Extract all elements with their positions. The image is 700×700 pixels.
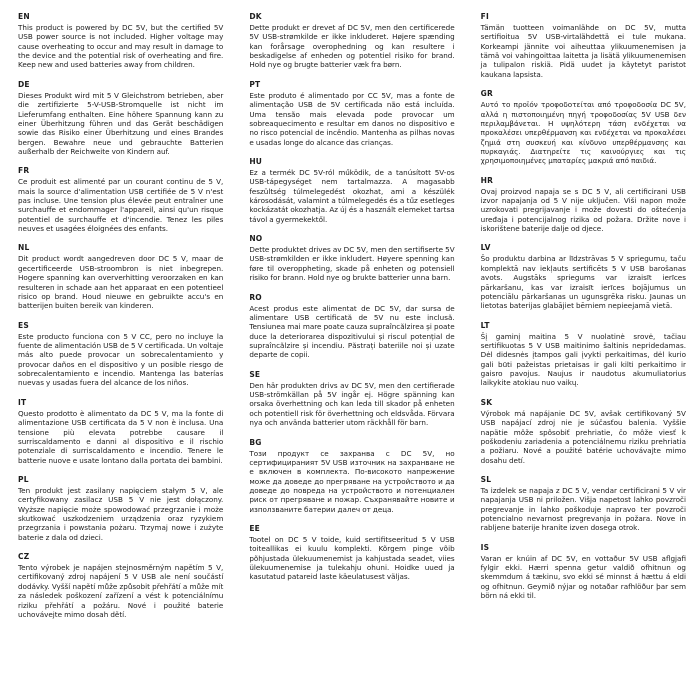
- language-text: Este produto é alimentado por CC 5V, mas a fonte de alimentação USB de 5V certificada não está incluída. Uma tensão mais elevada pode provocar um sobreaquecimento e resultar em danos no dispositivo e no risco potencial de incêndio. Mantenha as pilhas novas e usadas longe do alcance das crianças.: [249, 90, 455, 147]
- language-text: Ez a termék DC 5V-ról működik, de a tanúsított 5V-os USB-tápegységet nem tartalmazza. A magasabb feszültség túlmelegedést okozhat, ami a készülék károsodását, valamint a túlmelegedés és a tűz esetleges kockázatát okozhatja. Az új és a használt elemeket tartsa távol a gyermekektől.: [249, 167, 455, 224]
- language-code: PT: [249, 79, 261, 89]
- language-code: IT: [18, 397, 27, 407]
- language-code: ES: [18, 320, 29, 330]
- language-code: SL: [480, 474, 492, 484]
- language-block-no: [249, 234, 454, 282]
- language-text: Šo produktu darbina ar līdzstrāvas 5 V spriegumu, taču komplektā nav iekļauts sertificēts 5 V USB barošanas avots. Augstāks spriegums var izraisīt ierīces pārkaršanu, kas var izraisīt ierīces bojājumus un potenciālu pārkaršanas un ugunsgrēka risku. Jaunas un lietotas baterijas glabājiet bērniem nepieejamā vietā.: [480, 254, 686, 311]
- language-code: GR: [480, 89, 493, 99]
- language-text: Tootel on DC 5 V toide, kuid sertifitseeritud 5 V USB toiteallikas ei kuulu komplekti. Kõrgem pinge võib põhjustada ülekuumenemist ja kahjustada seadet, viies ülekuumenemise ja tulekahju ohuni. Hoidke uued ja kasutatud patareid laste käeulatusest väljas.: [249, 535, 455, 582]
- language-text: Αυτό το προϊόν τροφοδοτείται από τροφοδοσία DC 5V, αλλά η πιστοποιημένη πηγή τροφοδοσίας 5V USB δεν περιλαμβάνεται. Η υψηλότερη τάση ενδέχεται να προκαλέσει υπερθέρμανση και ενδέχεται να προκαλέσει ζημιά στη συσκευή και κίνδυνο υπερθέρμανσης και πυρκαγιάς. Διατηρείτε τις καινούργιες και τις χρησιμοποιημένες μπαταρίες μακριά από παιδιά.: [480, 100, 686, 166]
- language-code: BG: [249, 437, 262, 447]
- language-text: Dette produkt er drevet af DC 5V, men den certificerede 5V USB-strømkilde er ikke inkluderet. Højere spænding kan forårsage overophedning og kan resultere i beskadigelse af enheden og potentiel risiko for brand. Hold nye og brugte batterier væk fra børn.: [249, 23, 455, 70]
- language-block-ee: [249, 524, 454, 582]
- language-text: Tento výrobek je napájen stejnosměrným napětím 5 V, certifikovaný zdroj napájení 5 V USB ale není součástí dodávky. Vyšší napětí může způsobit přehřátí a může mít za následek poškození zařízení a vést k potenciálnímu riziku přehřátí a požáru. Nové i použité baterie uchovávejte mimo dosah dětí.: [18, 563, 224, 619]
- language-code: RO: [249, 292, 262, 302]
- language-text: Dette produktet drives av DC 5V, men den sertifiserte 5V USB-strømkilden er ikke inkludert. Høyere spenning kan føre til overoppheting, skade på enheten og potensiell risiko for brann. Hold nye og brukte batterier unna barn.: [249, 245, 455, 283]
- language-text: Ta izdelek se napaja z DC 5 V, vendar certificirani 5 V vir napajanja USB ni priložen. Višja napetost lahko povzroči pregrevanje in lahko poškoduje napravo ter povzroči potencialno nevarnost pregrevanja in požara. Nove in rabljene baterije hranite izven dosega otrok.: [480, 485, 686, 533]
- language-block-de: [18, 80, 223, 157]
- column-2: [249, 12, 454, 700]
- language-code: NO: [249, 234, 263, 244]
- language-code: LV: [480, 243, 491, 253]
- column-1: [18, 12, 223, 700]
- language-text: Ce produit est alimenté par un courant continu de 5 V, mais la source d'alimentation USB certifiée de 5 V n'est pas incluse. Une tension plus élevée peut entraîner une surchauffe et endommager l'appareil, ainsi qu'un risque potentiel de surchauffe et d'incendie. Tenez les piles neuves et usagées éloignées des enfants.: [18, 177, 224, 234]
- language-block-nl: [18, 243, 223, 310]
- language-code: SE: [249, 369, 261, 379]
- language-text: Varan er knúin af DC 5V, en vottaður 5V USB aflgjafi fylgir ekki. Hærri spenna getur valdið ofhitnun og skemmdum á tækinu, svo ekki sé minnst á hættu á eldi og ofhitnun. Geymið nýjar og notaðar rafhlöður þar sem börn ná ekki til.: [480, 553, 686, 601]
- language-block-pt: [249, 80, 454, 147]
- language-text: Ten produkt jest zasilany napięciem stałym 5 V, ale certyfikowany zasilacz USB 5 V nie jest dołączony. Wyższe napięcie może spowodować przegrzanie i może skutkować uszkodzeniem urządzenia oraz ryzykiem przegrzania i powstania pożaru. Trzymaj nowe i zużyte baterie z dala od dzieci.: [18, 485, 224, 542]
- language-text: Šį gaminį maitina 5 V nuolatinė srovė, tačiau sertifikuotas 5 V USB maitinimo šaltinis nepridedamas. Dėl didesnės įtampos gali įvykti perkaitimas, dėl kurio gali būti pažeistas prietaisas ir gali kilti perkaitimo ir gaisro pavojus. Naujus ir naudotus akumuliatorius laikykite atokiau nuo vaikų.: [480, 331, 686, 388]
- language-block-hr: [481, 176, 686, 234]
- language-code: DK: [249, 12, 262, 21]
- language-block-fr: [18, 166, 223, 233]
- language-text: Výrobok má napájanie DC 5V, avšak certifikovaný 5V USB napájací zdroj nie je súčasťou balenia. Vyššie napätie môže spôsobiť prehriatie, čo môže viesť k poškodeniu zariadenia a potenciálnemu riziku prehriatia a požiaru. Nové a použité batérie uchovávajte mimo dosahu detí.: [480, 408, 686, 465]
- language-text: Acest produs este alimentat de DC 5V, dar sursa de alimentare USB certificată de 5V nu este inclusă. Tensiunea mai mare poate cauza supraîncălzirea și poate duce la deteriorarea dispozitivului și riscul potențial de supraîncălzire și incendiu. Păstrați bateriile noi și uzate departe de copii.: [249, 303, 455, 360]
- language-text: Dit product wordt aangedreven door DC 5 V, maar de gecertificeerde USB-stroombron is niet inbegrepen. Hogere spanning kan oververhitting veroorzaken en kan resulteren in schade aan het apparaat en een potentieel risico op brand. Houd nieuwe en gebruikte accu's en batterijen buiten bereik van kinderen.: [18, 254, 224, 311]
- language-block-fi: [481, 12, 686, 79]
- language-block-hu: [249, 157, 454, 224]
- language-code: EN: [18, 12, 30, 21]
- language-text: Questo prodotto è alimentato da DC 5 V, ma la fonte di alimentazione USB certificata da 5 V non è inclusa. Una tensione più elevata potrebbe causare il surriscaldamento e danni al dispositivo e il rischio potenziale di surriscaldamento e incendio. Tenere le batterie nuove e usate lontano dalla portata dei bambini.: [18, 408, 224, 465]
- language-text: Den här produkten drivs av DC 5V, men den certifierade USB-strömkällan på 5V ingår ej. Högre spänning kan orsaka överhettning och kan leda till skador på enheten och potentiell risk för överhettning och eldsvåda. Förvara nya och använda batterier utom räckhåll för barn.: [249, 380, 455, 428]
- language-block-bg: [249, 438, 454, 515]
- language-code: PL: [18, 474, 29, 484]
- language-text: Este producto funciona con 5 V CC, pero no incluye la fuente de alimentación USB de 5 V certificada. Un voltaje más alto puede provocar un sobrecalentamiento y provocar daños en el dispositivo y un posible riesgo de sobrecalentamiento e incendio. Mantenga las baterías nuevas y usadas fuera del alcance de los niños.: [18, 331, 224, 388]
- language-block-it: [18, 398, 223, 465]
- language-block-lv: [481, 243, 686, 310]
- language-block-gr: [481, 89, 686, 166]
- language-block-se: [249, 370, 454, 428]
- language-block-dk: [249, 12, 454, 70]
- language-block-lt: [481, 321, 686, 388]
- language-code: FI: [480, 12, 489, 21]
- column-3: [481, 12, 686, 700]
- language-code: EE: [249, 524, 260, 534]
- language-block-sk: [481, 398, 686, 465]
- language-code: NL: [18, 243, 30, 253]
- language-text: Tämän tuotteen voimanlähde on DC 5V, mutta sertifioitua 5V USB-virtalähdettä ei tule mukana. Korkeampi jännite voi aiheuttaa ylikuumenemisen ja tämä voi vahingoittaa laitetta ja lisätä ylikuumenemisen ja tulipalon riskiä. Pidä uudet ja käytetyt paristot kaukana lapsista.: [480, 23, 686, 79]
- language-block-en: [18, 12, 223, 70]
- language-code: FR: [18, 166, 30, 176]
- language-text: This product is powered by DC 5V, but the certified 5V USB power source is not included. Higher voltage may cause overheating to occur and may result in damage to the device and the potential risk of overheating and fire. Keep new and used batteries away from children.: [18, 23, 224, 70]
- language-text: Ovaj proizvod napaja se s DC 5 V, ali certificirani USB izvor napajanja od 5 V nije uključen. Viši napon može uzrokovati pregrijavanje i može dovesti do oštećenja uređaja i potencijalnog rizika od požara. Držite nove i iskorištene baterije dalje od djece.: [480, 186, 686, 234]
- language-text: Dieses Produkt wird mit 5 V Gleichstrom betrieben, aber die zertifizierte 5-V-USB-Stromquelle ist nicht im Lieferumfang enthalten. Eine höhere Spannung kann zu einer Überhitzung führen und das Gerät beschädigen sowie das Risiko einer Überhitzung und eines Brandes bergen. Bewahre neue und gebrauchte Batterien außerhalb der Reichweite von Kindern auf.: [18, 90, 224, 156]
- language-code: HU: [249, 156, 263, 166]
- language-block-es: [18, 321, 223, 388]
- language-code: DE: [18, 79, 30, 89]
- language-block-ro: [249, 293, 454, 360]
- language-block-sl: [481, 475, 686, 533]
- language-block-pl: [18, 475, 223, 542]
- language-code: LT: [480, 320, 490, 330]
- language-code: CZ: [18, 552, 30, 562]
- language-code: HR: [480, 175, 494, 185]
- language-code: SK: [480, 397, 493, 407]
- language-block-cz: [18, 552, 223, 619]
- language-code: IS: [480, 542, 490, 552]
- language-block-is: [481, 543, 686, 601]
- language-text: Този продукт се захранва с DC 5V, но сертифицираният 5V USB източник на захранване не е включен в комплекта. По-високото напрежение може да доведе до прегряване на устройството и да доведе до повреда на устройството и потенциален риск от прегряване и пожар. Съхранявайте новите и използваните батерии далеч от деца.: [249, 448, 455, 514]
